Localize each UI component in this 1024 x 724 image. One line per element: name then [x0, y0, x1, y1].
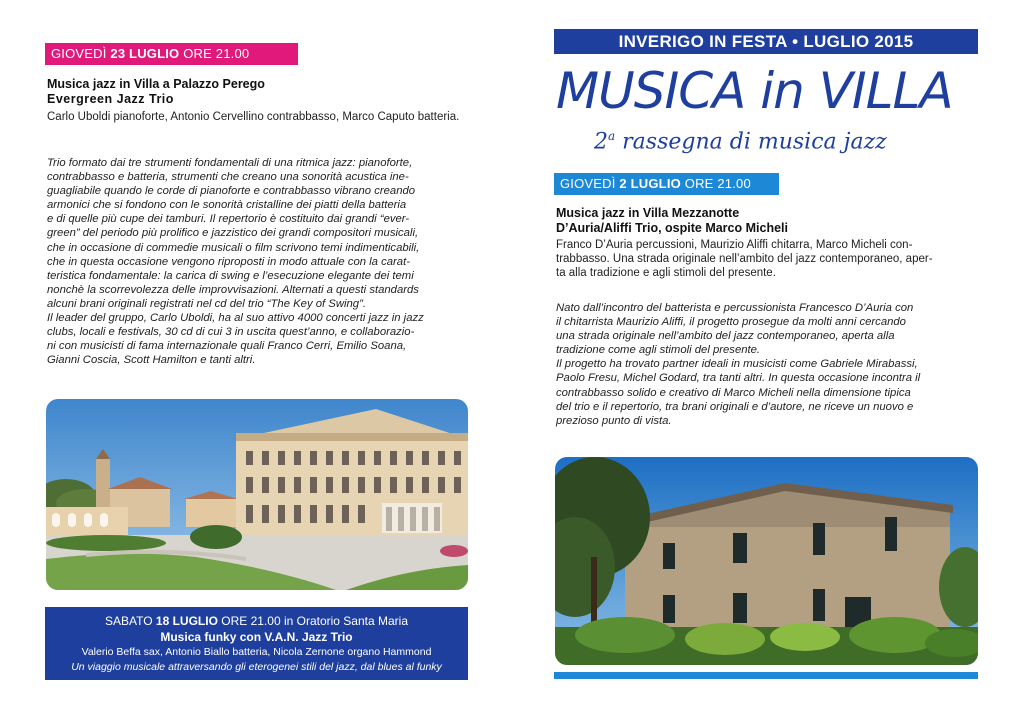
subtitle-number: 2 [594, 129, 608, 155]
event1-title-line2: Evergreen Jazz Trio [47, 92, 174, 106]
desc-line: nonchè la scorrevolezza delle improvvisazioni. Alternati a questi standards [47, 283, 419, 296]
desc-line: green” del periodo più prolifico e jazzistico dei grandi compositori musicali, [47, 227, 419, 240]
event2-title-line2: D’Auria/Aliffi Trio, ospite Marco Micheli [556, 221, 788, 235]
event1-title [47, 77, 467, 107]
desc-line: che in questa occasione vengono riproposti in modo attuale con la carat- [47, 255, 410, 268]
bottom-accent-bar [554, 672, 978, 679]
desc-line: alcuni brani originali registrati nel cd del trio “The Key of Swing”. [47, 297, 366, 310]
desc-line: Il leader del gruppo, Carlo Uboldi, ha al suo attivo 4000 concerti jazz in jazz [47, 312, 424, 325]
event2-description [556, 301, 980, 428]
event3-day: SABATO [104, 614, 153, 628]
desc-line: clubs, locali e festivals, 30 cd di cui 3 in uscita quest’anno, e collaborazio- [47, 326, 415, 339]
event2-title-line1: Musica jazz in Villa Mezzanotte [556, 206, 740, 220]
subtitle [594, 122, 974, 156]
palazzo-photo-illustration [46, 399, 468, 590]
desc-line: Trio formato dai tre strumenti fondamentali di una ritmica jazz: pianoforte, [47, 157, 413, 169]
tag-time: ORE 21.00 [684, 176, 751, 191]
tag-date: 23 LUGLIO [110, 46, 180, 61]
festival-header: INVERIGO IN FESTA • LUGLIO 2015 [554, 29, 978, 54]
event-date-tag-23-luglio [45, 43, 298, 65]
event1-description [47, 156, 469, 367]
villa-mezzanotte-photo [555, 457, 978, 665]
tag-day: GIOVEDÌ [51, 46, 107, 61]
desc-line: una strada originale nell’ambito del jazz contemporaneo, aperta alla [556, 330, 895, 343]
desc-line: contrabbasso solido e creativo di Marco Micheli nella dimensione tipica [556, 386, 911, 399]
desc-line: armonici che si fondono con le sonorità cristalline dei piatti della batteria [47, 199, 407, 212]
event3-description: Un viaggio musicale attraversando gli eterogenei stili del jazz, dal blues al funky [71, 661, 442, 673]
event3-box [45, 607, 468, 680]
desc-line: Gianni Coscia, Scott Hamilton e tanti altri. [47, 354, 256, 367]
desc-line: guagliabile quando le corde di pianoforte e contrabbasso vibrano creando [47, 185, 416, 198]
main-title: MUSICA in VILLA [556, 62, 953, 120]
desc-line: il chitarrista Maurizio Aliffi, il progetto prosegue da molti anni cercando [556, 316, 906, 329]
event2-performers [556, 238, 978, 280]
event3-time-place: ORE 21.00 in Oratorio Santa Maria [221, 614, 409, 628]
event-date-tag-2-luglio [554, 173, 779, 195]
subtitle-text: rassegna di musica jazz [622, 129, 887, 155]
perf-line: ta alla tradizione e agli stimoli del presente. [556, 267, 776, 279]
subtitle-superscript: a [608, 129, 616, 143]
desc-line: teristica fondamentale: la carica di swing e l’esecuzione elegante dei temi [47, 269, 414, 282]
desc-line: contrabbasso e batteria, strumenti che creano una sonorità acustica ine- [47, 171, 409, 184]
desc-line: Il progetto ha trovato partner ideali in musicisti come Gabriele Mirabassi, [556, 358, 918, 371]
event2-title [556, 206, 976, 236]
event1-title-line1: Musica jazz in Villa a Palazzo Perego [47, 77, 265, 91]
desc-line: del trio e il repertorio, tra brani originali e d’autore, ne riceve un nuovo e [556, 400, 914, 413]
event3-title: Musica funky con V.A.N. Jazz Trio [160, 630, 353, 644]
event1-performers: Carlo Uboldi pianoforte, Antonio Cervellino contrabbasso, Marco Caputo batteria. [47, 111, 460, 123]
palazzo-perego-photo [46, 399, 468, 590]
event3-date: 18 LUGLIO [155, 614, 218, 628]
perf-line: Franco D’Auria percussioni, Maurizio Aliffi chitarra, Marco Micheli con- [556, 239, 913, 251]
villa-photo-illustration [555, 457, 978, 665]
event3-performers: Valerio Beffa sax, Antonio Biallo batteria, Nicola Zernone organo Hammond [81, 646, 432, 658]
desc-line: e di quelle più cupe dei tamburi. Il repertorio è costituito dai grandi “ever- [47, 213, 410, 226]
perf-line: trabbasso. Una strada originale nell’ambito del jazz contemporaneo, aper- [556, 253, 933, 265]
tag-date: 2 LUGLIO [619, 176, 681, 191]
desc-line: Nato dall’incontro del batterista e percussionista Francesco D’Auria con [556, 302, 914, 314]
desc-line: ni con musicisti di fama internazionale quali Franco Cerri, Emilio Soana, [47, 340, 407, 353]
tag-day: GIOVEDÌ [560, 176, 616, 191]
event3-date-line [45, 614, 468, 629]
desc-line: tradizione come agli stimoli del presente. [556, 344, 761, 357]
tag-time: ORE 21.00 [183, 46, 250, 61]
desc-line: prezioso punto di vista. [556, 414, 672, 427]
desc-line: Paolo Fresu, Michel Godard, tra tanti altri. In questa occasione incontra il [556, 372, 921, 385]
desc-line: che in occasione di commedie musicali o film scrivono temi indimenticabili, [47, 241, 420, 254]
